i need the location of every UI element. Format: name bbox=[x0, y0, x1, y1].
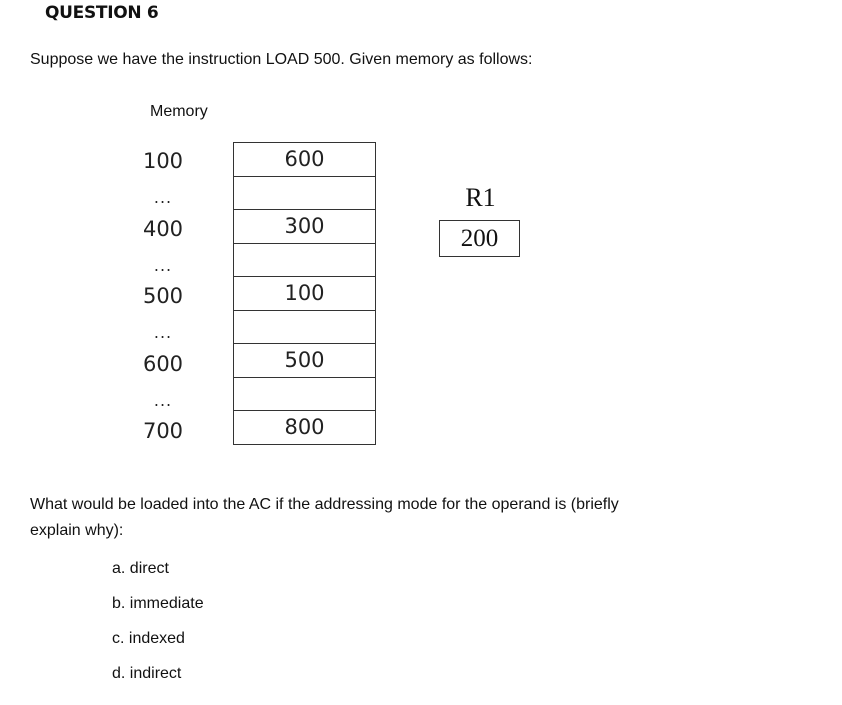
option-immediate: b. immediate bbox=[112, 595, 204, 612]
memory-row bbox=[234, 411, 376, 445]
memory-row bbox=[234, 277, 376, 311]
memory-row bbox=[234, 243, 376, 277]
memory-row bbox=[234, 210, 376, 244]
memory-address: 100 bbox=[142, 149, 184, 173]
answer-options bbox=[112, 558, 204, 698]
register-value-box: 200 bbox=[439, 220, 520, 257]
memory-cell: 300 bbox=[234, 210, 376, 244]
memory-row bbox=[234, 344, 376, 378]
memory-cell bbox=[234, 176, 376, 210]
memory-cell bbox=[234, 243, 376, 277]
memory-ellipsis: ... bbox=[153, 188, 173, 207]
memory-cell: 500 bbox=[234, 344, 376, 378]
memory-ellipsis: ... bbox=[153, 323, 173, 342]
memory-row bbox=[234, 310, 376, 344]
memory-address: 400 bbox=[142, 217, 184, 241]
memory-cell: 100 bbox=[234, 277, 376, 311]
memory-cell: 800 bbox=[234, 411, 376, 445]
memory-ellipsis: ... bbox=[153, 256, 173, 275]
memory-cell: 600 bbox=[234, 143, 376, 177]
memory-address: 600 bbox=[142, 352, 184, 376]
memory-caption: Memory bbox=[150, 103, 208, 120]
option-indexed: c. indexed bbox=[112, 630, 185, 647]
memory-ellipsis: ... bbox=[153, 391, 173, 410]
memory-cell bbox=[234, 377, 376, 411]
memory-address: 500 bbox=[142, 284, 184, 308]
option-indirect: d. indirect bbox=[112, 665, 182, 682]
memory-table bbox=[233, 142, 376, 445]
memory-row bbox=[234, 377, 376, 411]
option-direct: a. direct bbox=[112, 560, 169, 577]
memory-row bbox=[234, 176, 376, 210]
memory-address: 700 bbox=[142, 419, 184, 443]
memory-cell bbox=[234, 310, 376, 344]
question-body: What would be loaded into the AC if the addressing mode for the operand is (briefly explain why): bbox=[30, 496, 619, 539]
question-title: QUESTION 6 bbox=[45, 3, 159, 23]
memory-row bbox=[234, 143, 376, 177]
register-label: R1 bbox=[465, 183, 496, 212]
question-prompt: Suppose we have the instruction LOAD 500. Given memory as follows: bbox=[30, 51, 533, 68]
